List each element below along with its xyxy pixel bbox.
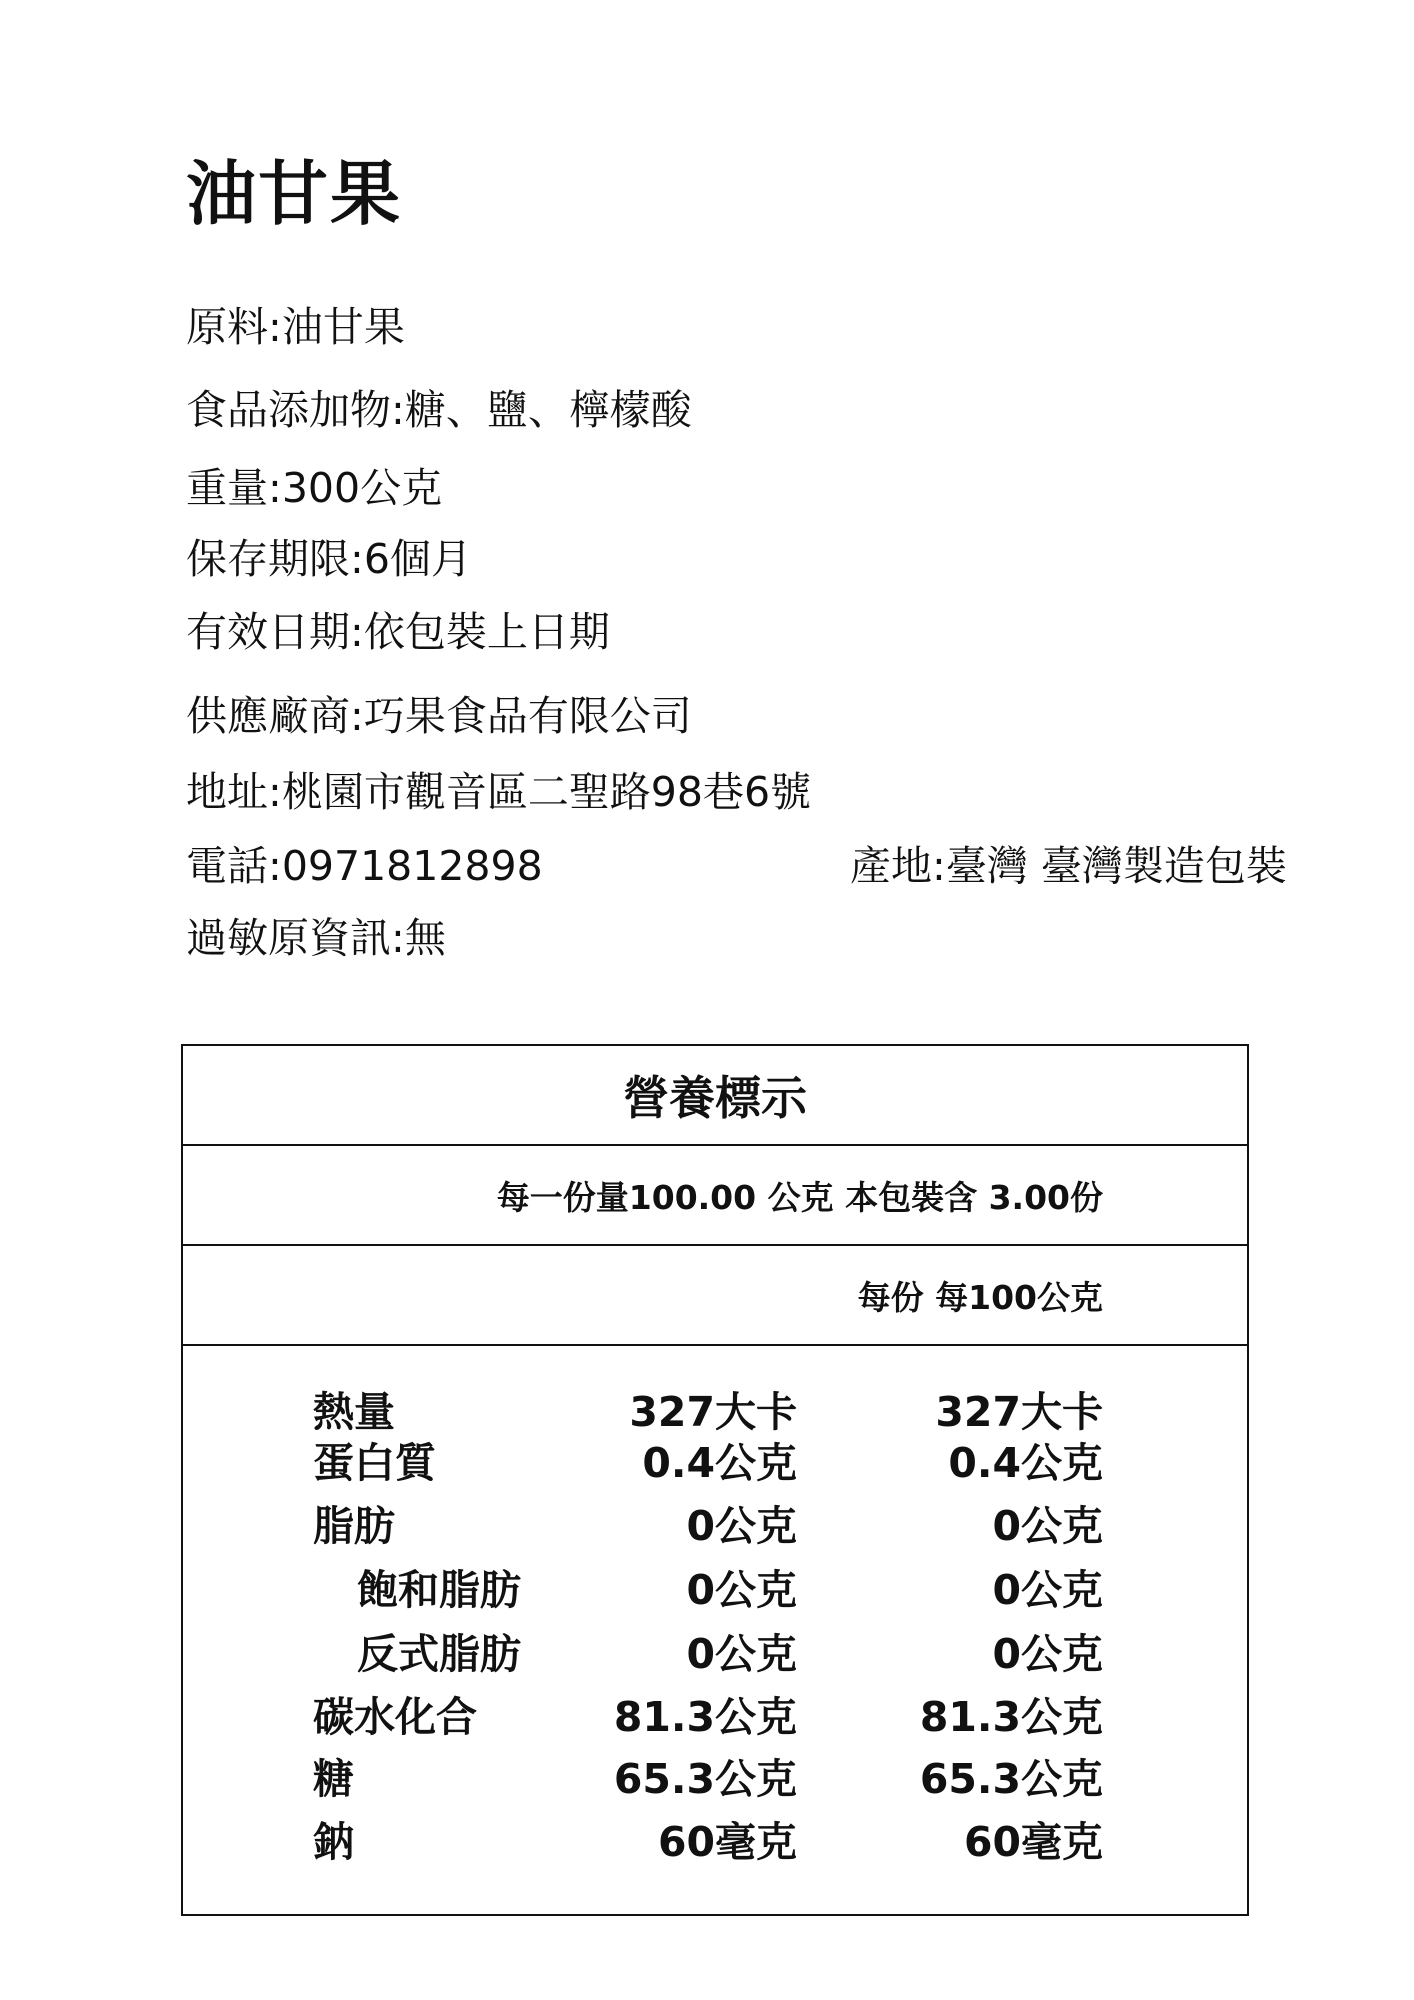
per-100g-value: 327大卡 <box>935 1388 1103 1436</box>
nutrient-name: 飽和脂肪 <box>357 1566 521 1614</box>
address-line: 地址:桃園市觀音區二聖路98巷6號 <box>186 768 812 816</box>
nutrient-name: 反式脂肪 <box>357 1630 521 1678</box>
nutrition-panel <box>181 1044 1249 1916</box>
column-header-row <box>183 1246 1247 1346</box>
per-100g-value: 65.3公克 <box>919 1755 1103 1803</box>
nutrient-name: 脂肪 <box>313 1502 395 1550</box>
phone-text: 電話:0971812898 <box>186 842 543 890</box>
product-title: 油甘果 <box>186 153 402 235</box>
nutrient-name: 熱量 <box>313 1388 395 1436</box>
per-100g-value: 0公克 <box>992 1566 1103 1614</box>
serving-info: 每一份量100.00 公克 本包裝含 3.00份 <box>496 1178 1103 1217</box>
per-100g-value: 0公克 <box>992 1630 1103 1678</box>
nutrient-name: 糖 <box>313 1755 354 1803</box>
serving-row <box>183 1146 1247 1246</box>
nutrient-row <box>183 1809 1247 1869</box>
per-serving-value: 0公克 <box>686 1566 797 1614</box>
per-serving-value: 0.4公克 <box>642 1439 797 1487</box>
per-serving-value: 65.3公克 <box>613 1755 797 1803</box>
per-100g-value: 0.4公克 <box>948 1439 1103 1487</box>
nutrient-row <box>183 1746 1247 1806</box>
nutrition-title: 營養標示 <box>623 1071 807 1125</box>
per-serving-value: 0公克 <box>686 1502 797 1550</box>
per-100g-value: 60毫克 <box>963 1818 1103 1866</box>
weight-line: 重量:300公克 <box>186 464 443 512</box>
nutrient-row <box>183 1557 1247 1617</box>
nutrient-name: 鈉 <box>313 1818 354 1866</box>
column-header: 每份 每100公克 <box>857 1278 1103 1317</box>
ingredients-line: 原料:油甘果 <box>186 303 405 351</box>
supplier-line: 供應廠商:巧果食品有限公司 <box>186 692 692 740</box>
phone-origin-line <box>186 833 1286 892</box>
additives-line: 食品添加物:糖、鹽、檸檬酸 <box>186 386 692 434</box>
nutrient-row <box>183 1684 1247 1744</box>
per-serving-value: 0公克 <box>686 1630 797 1678</box>
nutrient-name: 蛋白質 <box>313 1439 436 1487</box>
per-serving-value: 60毫克 <box>657 1818 797 1866</box>
shelf-life-line: 保存期限:6個月 <box>186 535 472 583</box>
origin-text: 產地:臺灣 臺灣製造包裝 <box>850 842 1287 890</box>
nutrient-row <box>183 1493 1247 1553</box>
per-100g-value: 81.3公克 <box>919 1693 1103 1741</box>
nutrition-title-row <box>183 1046 1247 1146</box>
expiry-line: 有效日期:依包裝上日期 <box>186 608 610 656</box>
per-serving-value: 81.3公克 <box>613 1693 797 1741</box>
per-100g-value: 0公克 <box>992 1502 1103 1550</box>
nutrient-row <box>183 1430 1247 1490</box>
nutrient-row <box>183 1621 1247 1681</box>
per-serving-value: 327大卡 <box>629 1388 797 1436</box>
nutrient-name: 碳水化合 <box>313 1693 477 1741</box>
allergen-line: 過敏原資訊:無 <box>186 914 446 962</box>
